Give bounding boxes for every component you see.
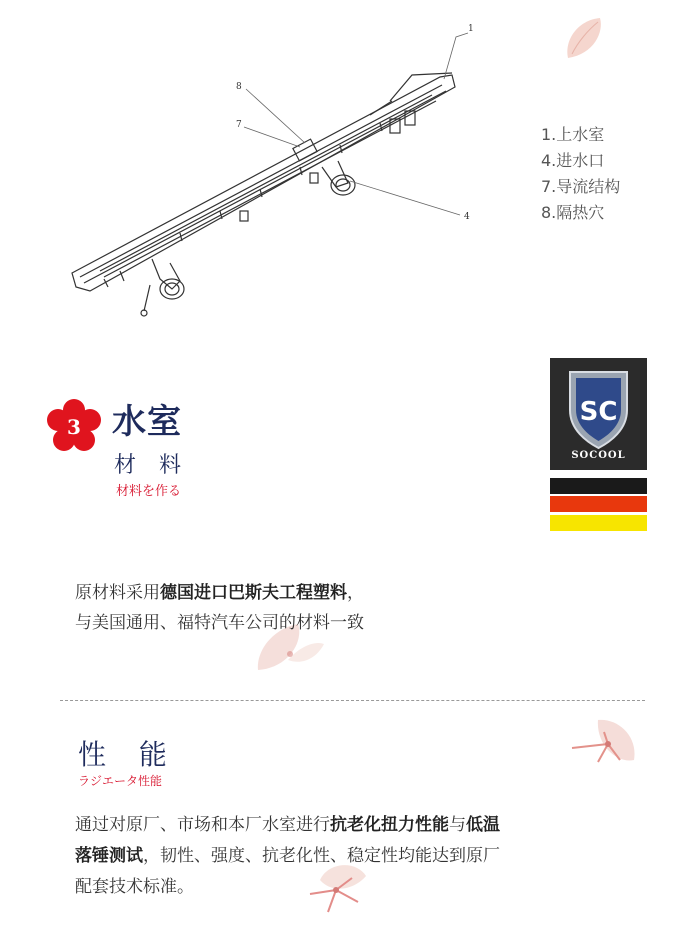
legend-item: 1.上水室 (541, 125, 605, 144)
legend-item: 8.隔热穴 (541, 203, 605, 222)
section-number: 3 (67, 415, 81, 439)
performance-text: 通过对原厂、市场和本厂水室进行 (75, 815, 330, 835)
callout-8: 8 (236, 82, 242, 92)
performance-highlight: 低温 (466, 815, 500, 835)
performance-text-line3: 配套技术标准。 (75, 877, 194, 897)
material-text: 原材料采用 (75, 583, 160, 603)
section-divider (60, 700, 645, 701)
material-heading: 材 料 (114, 453, 189, 478)
legend-item: 7.导流结构 (541, 177, 621, 196)
logo-brand: SOCOOL (571, 450, 626, 461)
material-heading-jp: 材料を作る (116, 484, 182, 499)
socool-logo (550, 358, 647, 533)
water-tank-diagram (60, 15, 500, 325)
logo-mark: SC (579, 397, 618, 427)
section-number-badge (46, 398, 102, 454)
legend-item: 4.进水口 (541, 151, 605, 170)
logo-stripe-red (550, 496, 647, 512)
petal-decoration-right (568, 712, 648, 792)
logo-stripe-black (550, 478, 647, 494)
performance-highlight: 抗老化扭力性能 (330, 815, 449, 835)
performance-text: ，韧性、强度、抗老化性、稳定性均能达到原厂 (143, 846, 500, 866)
logo-stripe-yellow (550, 515, 647, 531)
material-highlight: 德国进口巴斯夫工程塑料 (160, 583, 347, 603)
material-text-line2: 与美国通用、福特汽车公司的材料一致 (75, 613, 364, 633)
performance-heading: 性 能 (78, 738, 179, 771)
material-text: ， (347, 583, 364, 603)
callout-1: 1 (468, 24, 474, 34)
performance-heading-jp: ラジエータ性能 (78, 774, 163, 788)
performance-description (75, 810, 500, 903)
petal-decoration-top-right (560, 14, 610, 64)
callout-7: 7 (236, 120, 242, 130)
callout-4: 4 (464, 212, 470, 222)
performance-highlight: 落锤测试 (75, 846, 143, 866)
diagram-legend (541, 122, 620, 226)
material-description (75, 578, 364, 638)
section-title: 水室 (112, 402, 182, 442)
performance-text: 与 (449, 815, 466, 835)
